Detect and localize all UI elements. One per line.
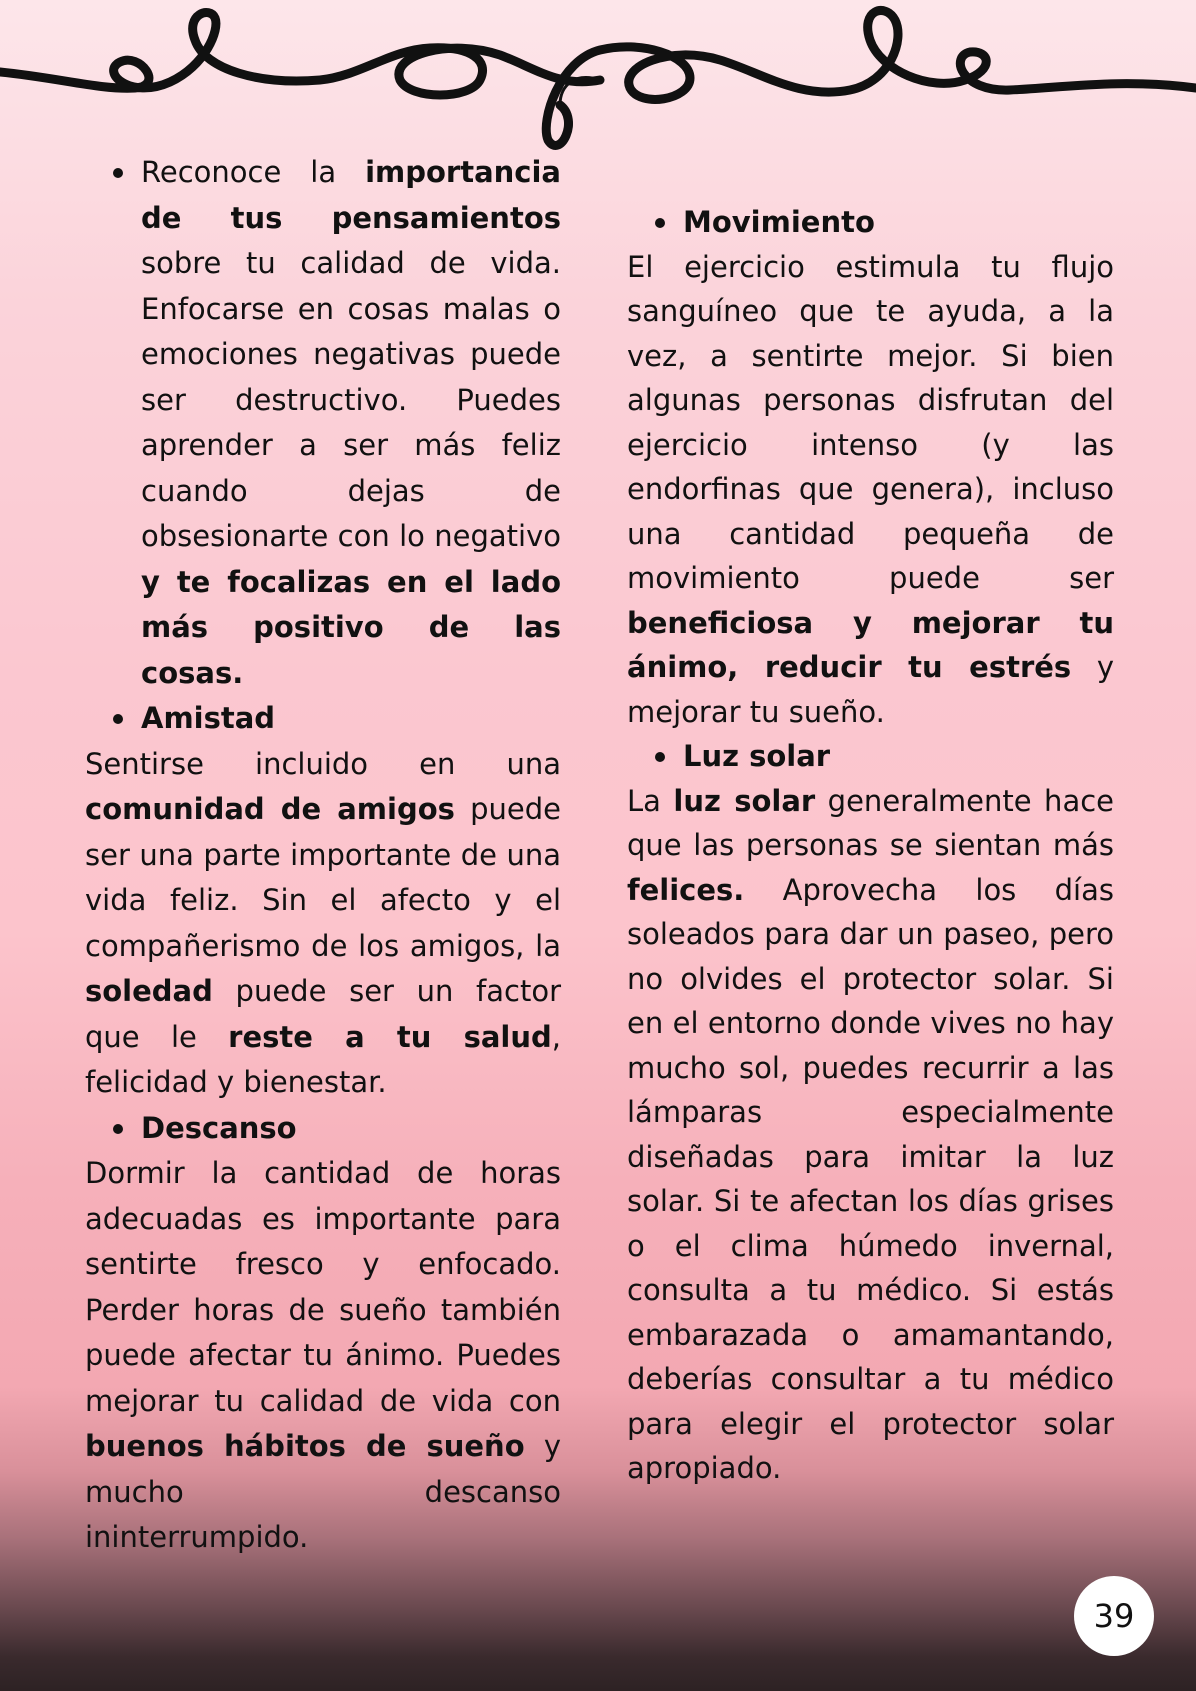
paragraph-movimiento: El ejercicio estimula tu flujo sanguíneo que te ayuda, a la vez, a sentirte mejor. Si bien algunas personas disfrutan del ejercicio intenso (y las endorfinas que genera), incluso una cantidad pequeña de movimiento puede ser beneficiosa y mejorar tu ánimo, reducir tu estrés y mejorar tu sueño.	[627, 249, 1114, 729]
section-heading-luz-solar: Luz solar	[627, 734, 1114, 779]
section-heading-movimiento: Movimiento	[627, 200, 1114, 245]
left-column	[85, 150, 561, 1561]
paragraph-amistad: Sentirse incluido en una comunidad de amigos puede ser una parte importante de una vida feliz. Sin el afecto y el compañerismo de los amigos, la soledad puede ser un factor que le reste a tu salud, felicidad y bienestar.	[85, 746, 561, 1099]
decorative-swirl-divider	[0, 0, 1196, 160]
list-item-pensamientos: Reconoce la importancia de tus pensamientos sobre tu calidad de vida. Enfocarse en cosas malas o emociones negativas puede ser destructivo. Puedes aprender a ser más feliz cuando dejas de obsesionarte con lo negativo y te focalizas en el lado más positivo de las cosas.	[85, 150, 561, 696]
section-heading-descanso: Descanso	[85, 1106, 561, 1152]
section-heading-amistad: Amistad	[85, 696, 561, 742]
paragraph-luz-solar: La luz solar generalmente hace que las personas se sientan más felices. Aprovecha los días soleados para dar un paseo, pero no olvides el protector solar. Si en el entorno donde vives no hay mucho sol, puedes recurrir a las lámparas especialmente diseñadas para imitar la luz solar. Si te afectan los días grises o el clima húmedo invernal, consulta a tu médico. Si estás embarazada o amamantando, deberías consultar a tu médico para elegir el protector solar apropiado.	[627, 783, 1114, 1485]
right-column	[627, 200, 1114, 1491]
paragraph-descanso: Dormir la cantidad de horas adecuadas es importante para sentirte fresco y enfocado. Perder horas de sueño también puede afectar tu ánimo. Puedes mejorar tu calidad de vida con buenos hábitos de sueño y mucho descanso ininterrumpido.	[85, 1156, 561, 1554]
page-number-badge: 39	[1074, 1576, 1154, 1656]
